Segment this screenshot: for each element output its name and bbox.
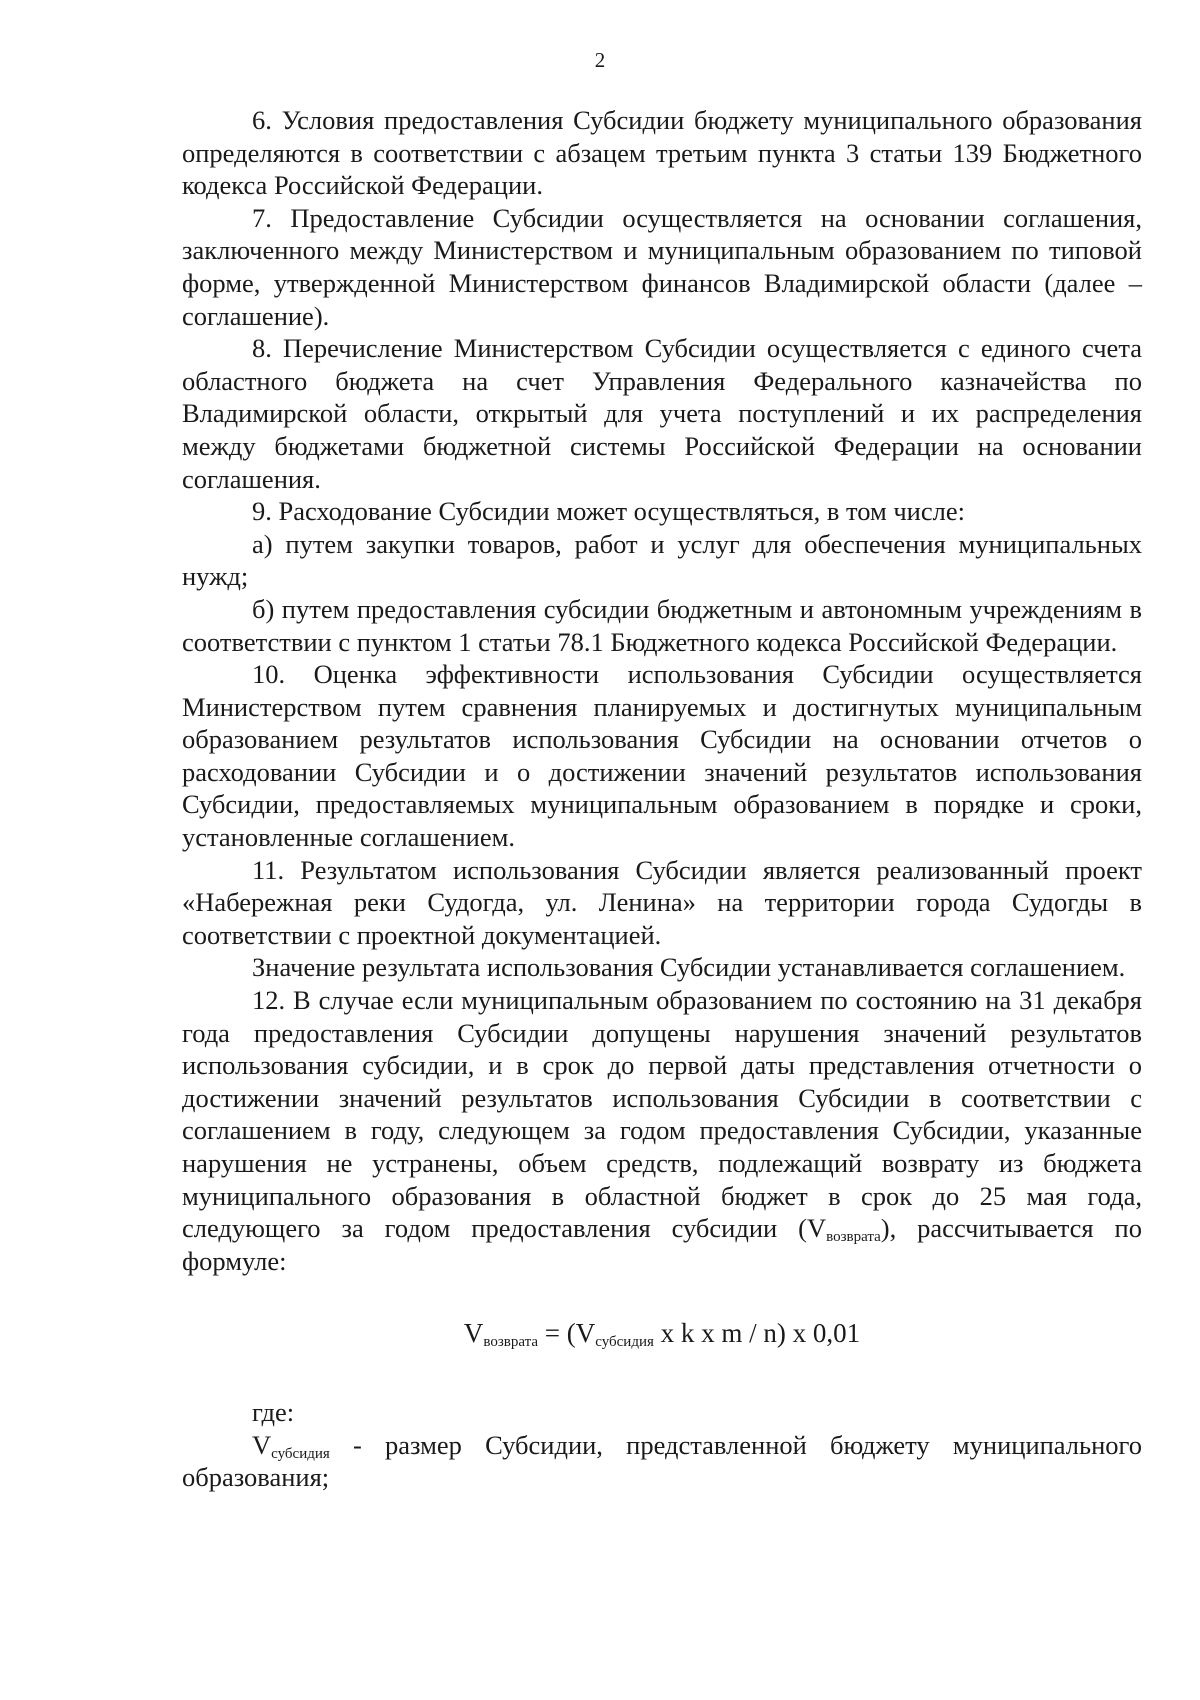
paragraph-9: 9. Расходование Субсидии может осуществляться, в том числе: bbox=[252, 496, 965, 527]
paragraph-12-tail: ), рассчитывается по формуле: bbox=[182, 1213, 1142, 1276]
paragraph-10: 10. Оценка эффективности использования Субсидии осуществляется Министерством путем сравнения планируемых и достигнутых муниципальным образованием результатов использования Субсидии на основании отчетов о расходовании Субсидии и о достижении значений результатов использования Субсидии, предоставляемых муниципальным образованием в порядке и сроки, установленные соглашением. bbox=[182, 659, 1142, 853]
paragraph-11-value: Значение результата использования Субсидии устанавливается соглашением. bbox=[252, 952, 1126, 983]
formula-v-subsidy-subscript: субсидия bbox=[595, 1334, 654, 1351]
where-definition bbox=[182, 1429, 1142, 1494]
document-body bbox=[182, 104, 1142, 1494]
paragraph-12 bbox=[182, 984, 1142, 1277]
formula-rest: x k x m / n) x 0,01 bbox=[653, 1318, 861, 1349]
formula-v-return-subscript: возврата bbox=[483, 1334, 539, 1351]
paragraph-9a: а) путем закупки товаров, работ и услуг для обеспечения муниципальных нужд; bbox=[182, 528, 1142, 592]
spacer bbox=[182, 1388, 1142, 1396]
where-v: V bbox=[252, 1429, 272, 1460]
where-v-subscript: субсидия bbox=[271, 1445, 330, 1462]
paragraph-8: 8. Перечисление Министерством Субсидии осуществляется с единого счета областного бюджета на счет Управления Федерального казначейства по Владимирской области, открытый для учета поступлений и их распределения между бюджетами бюджетной системы Российской Федерации на основании соглашения. bbox=[182, 333, 1142, 494]
formula-v-return: V bbox=[463, 1318, 484, 1349]
paragraph-7: 7. Предоставление Субсидии осуществляется на основании соглашения, заключенного между Министерством и муниципальным образованием по типовой форме, утвержденной Министерством финансов Владимирской области (далее – соглашение). bbox=[182, 202, 1142, 331]
paragraph-9b: б) путем предоставления субсидии бюджетным и автономным учреждениям в соответствии с пунктом 1 статьи 78.1 Бюджетного кодекса Российской Федерации. bbox=[182, 593, 1142, 657]
return-formula bbox=[182, 1317, 1142, 1350]
paragraph-6: 6. Условия предоставления Субсидии бюджету муниципального образования определяются в соответствии с абзацем третьим пункта 3 статьи 139 Бюджетного кодекса Российской Федерации. bbox=[182, 105, 1142, 201]
paragraph-12-subscript: возврата bbox=[826, 1229, 881, 1246]
page-number: 2 bbox=[594, 48, 606, 72]
formula-equals-part: = (V bbox=[538, 1318, 596, 1349]
paragraph-11: 11. Результатом использования Субсидии является реализованный проект «Набережная реки Судогда, ул. Ленина» на территории города Судогды в соответствии с проектной документацией. bbox=[182, 854, 1142, 950]
where-label: где: bbox=[252, 1396, 295, 1427]
paragraph-12-text: 12. В случае если муниципальным образованием по состоянию на 31 декабря года предоставления Субсидии допущены нарушения значений результатов использования субсидии, и в срок до первой даты представления отчетности о достижении значений результатов использования Субсидии в соответствии с соглашением в году, следующем за годом предоставления Субсидии, указанные нарушения не устранены, объем средств, подлежащий возврату из бюджета муниципального образования в областной бюджет в срок до 25 мая года, следующего за годом предоставления субсидии (V bbox=[182, 985, 1142, 1244]
where-definition-text: - размер Субсидии, представленной бюджету муниципального образования; bbox=[182, 1429, 1142, 1493]
